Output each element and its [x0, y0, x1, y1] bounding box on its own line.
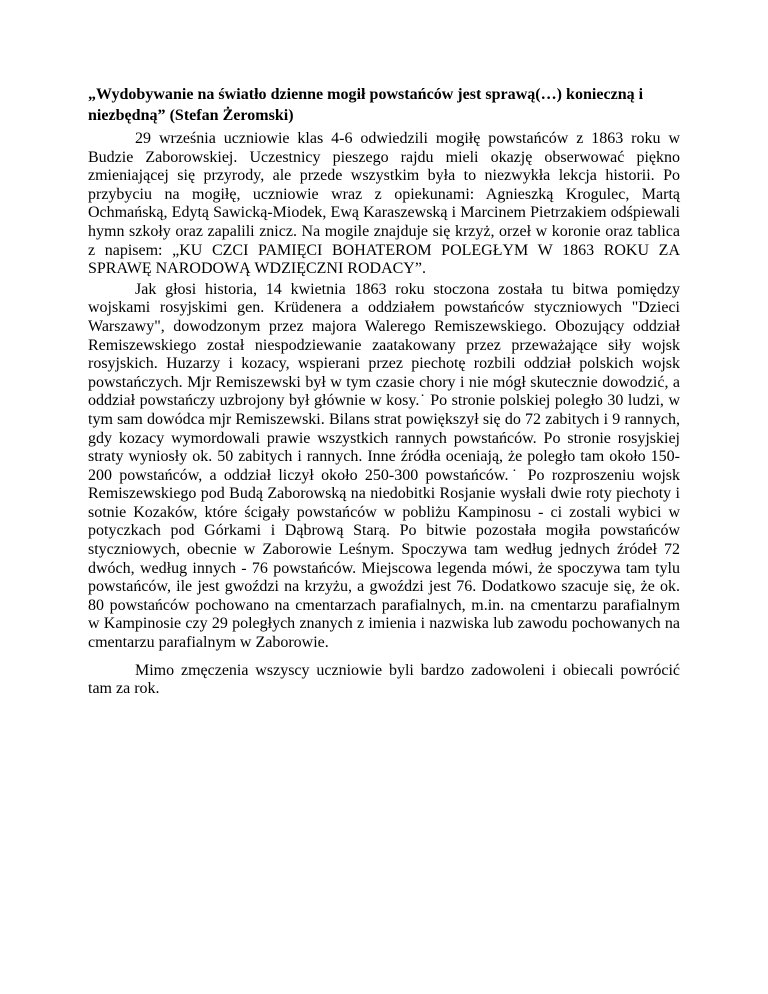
document-title: „Wydobywanie na światło dzienne mogił powstańców jest sprawą(…) konieczną i niezbędną” (Stefan Żeromski) — [88, 86, 644, 124]
paragraph-history: Jak głosi historia, 14 kwietnia 1863 roku stoczona została tu bitwa pomiędzy wojskami rosyjskimi gen. Krüdenera a oddziałem powstańców styczniowych "Dzieci Warszawy", dowodzonym przez majora Walerego Remiszewskiego. Obozujący oddział Remiszewskiego został niespodziewanie zaatakowany przez przeważające siły wojsk rosyjskich. Huzarzy i kozacy, wspierani przez piechotę rozbili oddział polskich wojsk powstańczych. Mjr Remiszewski był w tym czasie chory i nie mógł skutecznie dowodzić, a oddział powstańczy uzbrojony był głównie w kosy.˙ Po stronie polskiej poległo 30 ludzi, w tym sam dowódca mjr Remiszewski. Bilans strat powiększył się do 72 zabitych i 9 rannych, gdy kozacy wymordowali prawie wszystkich rannych powstańców. Po stronie rosyjskiej straty wyniosły ok. 50 zabitych i rannych. Inne źródła oceniają, że poległo tam około 150-200 powstańców, a oddział liczył około 250-300 powstańców.˙ Po rozproszeniu wojsk Remiszewskiego pod Budą Zaborowską na niedobitki Rosjanie wysłali dwie roty piechoty i sotnie Kozaków, które ścigały powstańców w pobliżu Kampinosu - ci zostali wybici w potyczkach pod Górkami i Dąbrową Starą. Po bitwie pozostała mogiła powstańców styczniowych, obecnie w Zaborowie Leśnym. Spoczywa tam według jednych źródeł 72 dwóch, według innych - 76 powstańców. Miejscowa legenda mówi, że spoczywa tam tylu powstańców, ile jest gwoździ na krzyżu, a gwoździ jest 76. Dodatkowo szacuje się, że ok. 80 powstańców pochowano na cmentarzach parafialnych, m.in. na cmentarzu parafialnym w Kampinosie czy 29 poległych znanych z imienia i nazwiska lub zawodu pochowanych na cmentarzu parafialnym w Zaborowie. — [88, 280, 680, 652]
paragraph-closing: Mimo zmęczenia wszyscy uczniowie byli bardzo zadowoleni i obiecali powrócić tam za rok. — [88, 661, 680, 698]
paragraph-visit: 29 września uczniowie klas 4-6 odwiedzili mogiłę powstańców z 1863 roku w Budzie Zaborowskiej. Uczestnicy pieszego rajdu mieli okazję obserwować piękno zmieniającej się przyrody, ale przede wszystkim była to niezwykła lekcja historii. Po przybyciu na mogiłę, uczniowie wraz z opiekunami: Agnieszką Krogulec, Martą Ochmańską, Edytą Sawicką-Miodek, Ewą Karaszewską i Marcinem Pietrzakiem odśpiewali hymn szkoły oraz zapalili znicz. Na mogile znajduje się krzyż, orzeł w koronie oraz tablica z napisem: „KU CZCI PAMIĘCI BOHATEROM POLEGŁYM W 1863 ROKU ZA SPRAWĘ NARODOWĄ WDZIĘCZNI RODACY”. — [88, 130, 680, 278]
document-page — [88, 84, 680, 699]
